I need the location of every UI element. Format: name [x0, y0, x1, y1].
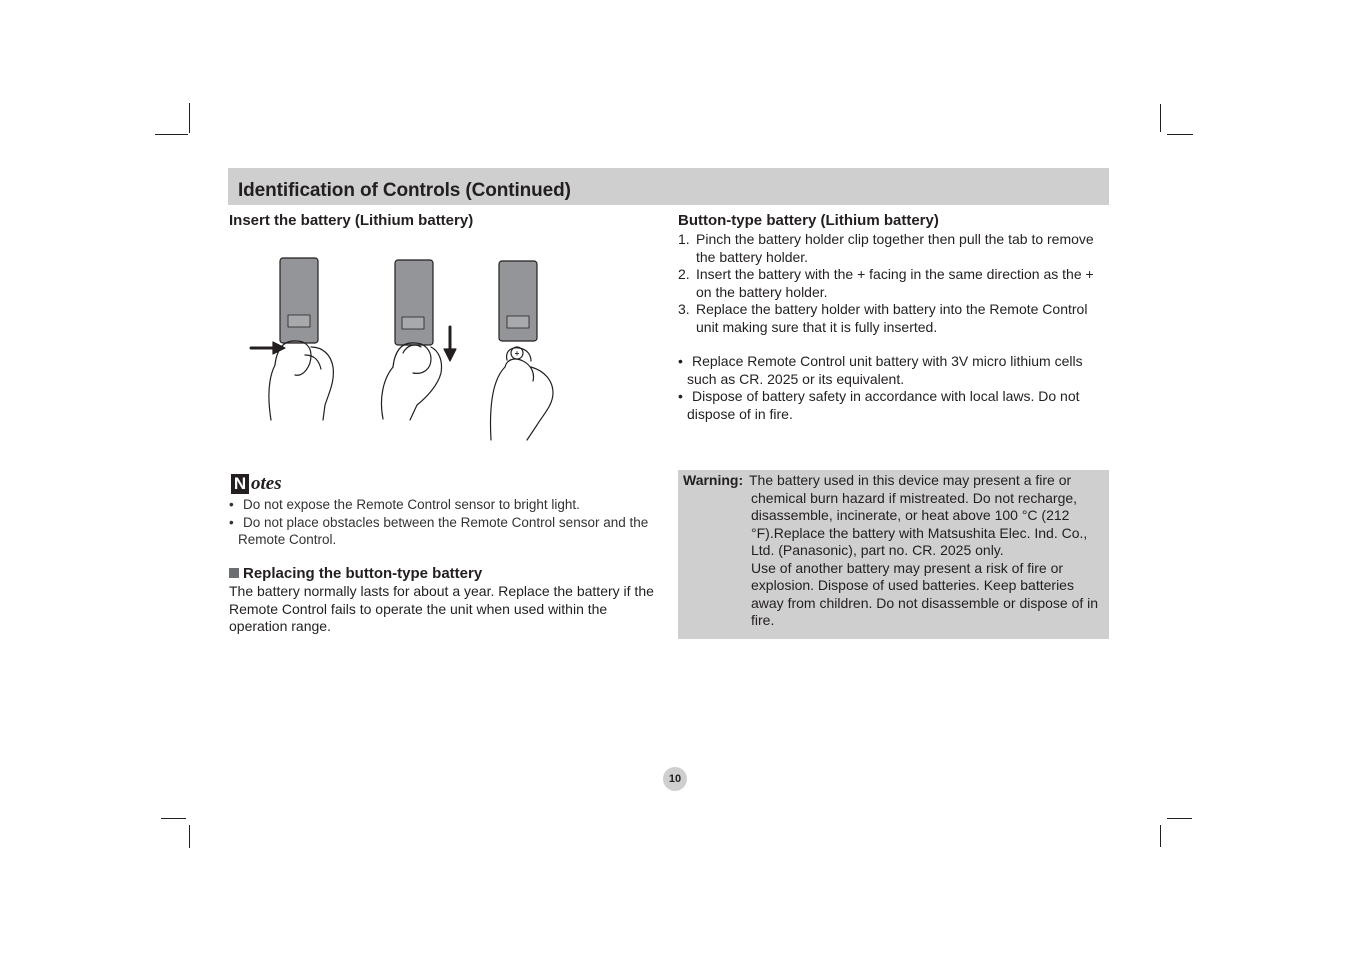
page-number: 10 — [663, 767, 687, 791]
insert-battery-heading: Insert the battery (Lithium battery) — [229, 212, 474, 229]
crop-mark — [155, 134, 188, 135]
list-item: 3. Replace the battery holder with battery into the Remote Control unit making sure that it is fully inserted. — [678, 301, 1088, 335]
list-item: • Do not place obstacles between the Remote Control sensor and the Remote Control. — [229, 514, 649, 547]
crop-mark — [189, 825, 190, 848]
list-item: • Do not expose the Remote Control sensor to bright light. — [229, 497, 580, 512]
notes-heading — [231, 474, 282, 496]
plus-sign: + — [514, 349, 520, 358]
section-title-bar — [228, 168, 1109, 205]
replacing-text: The battery normally lasts for about a year. Replace the battery if the Remote Control fails to operate the unit when used within the operation range. — [229, 583, 654, 634]
replacing-heading: Replacing the button-type battery — [229, 565, 482, 582]
battery-insertion-illustration — [245, 255, 565, 445]
notes-icon: N — [231, 474, 249, 494]
square-bullet-icon — [229, 568, 239, 578]
crop-mark — [189, 103, 190, 133]
warning-box — [678, 470, 1109, 639]
list-item: 1. Pinch the battery holder clip together then pull the tab to remove the battery holder. — [678, 231, 1094, 265]
crop-mark — [1160, 825, 1161, 847]
list-item: • Replace Remote Control unit battery with 3V micro lithium cells such as CR. 2025 or its equivalent. — [678, 353, 1083, 387]
list-item: • Dispose of battery safety in accordance with local laws. Do not dispose of in fire. — [678, 388, 1080, 422]
crop-mark — [1167, 818, 1192, 819]
warning-label: Warning: — [683, 472, 744, 488]
crop-mark — [1167, 134, 1193, 135]
warning-first-line: The battery used in this device may present a fire or — [749, 472, 1072, 488]
battery-steps-list — [678, 231, 1110, 336]
page-title: Identification of Controls (Continued) — [238, 180, 571, 201]
crop-mark — [1160, 104, 1161, 132]
battery-info-list — [678, 353, 1108, 423]
warning-text: chemical burn hazard if mistreated. Do not recharge, disassemble, incinerate, or heat above 100 °C (212 °F).Replace the battery with Matsushita Elec. Ind. Co., Ltd. (Panasonic), part no. CR. 2025 only. Use of another battery may present a risk of fire or explosion. Dispose of used batteries. Keep batteries away from children. Do not disassemble or dispose of in fire. — [751, 489, 1099, 628]
crop-mark — [161, 818, 186, 819]
notes-title: otes — [251, 473, 282, 494]
button-battery-heading: Button-type battery (Lithium battery) — [678, 212, 939, 229]
list-item: 2. Insert the battery with the + facing in the same direction as the + on the battery holder. — [678, 266, 1094, 300]
notes-list — [229, 496, 661, 549]
